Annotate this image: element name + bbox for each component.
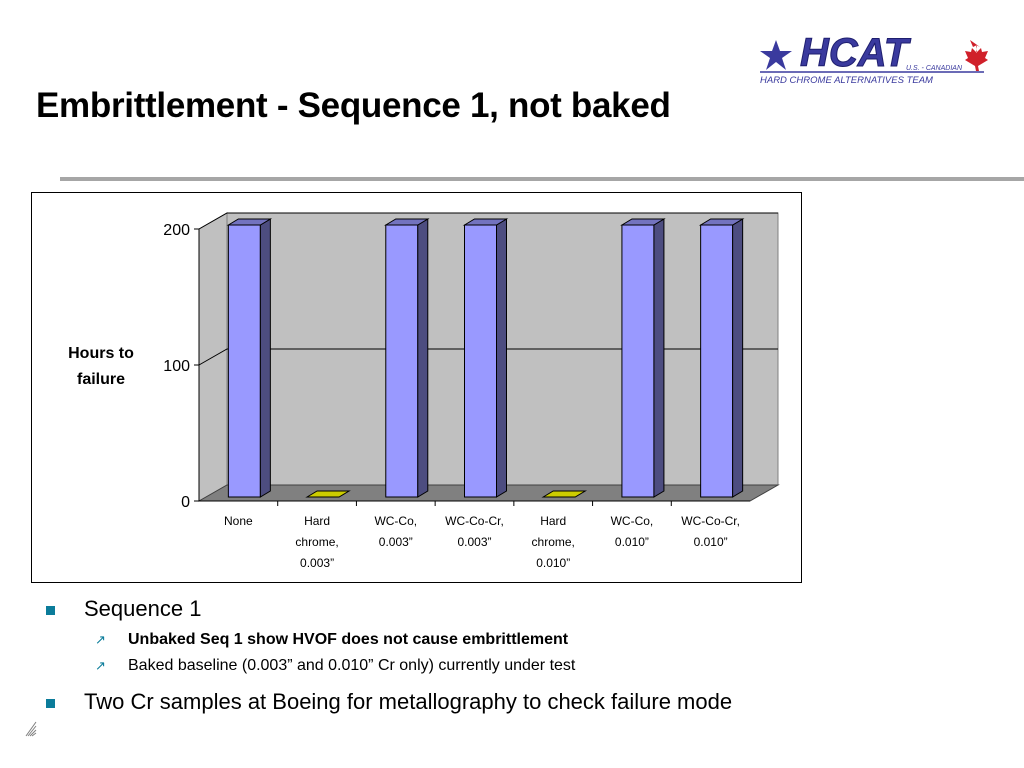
logo-tagline: HARD CHROME ALTERNATIVES TEAM: [760, 75, 933, 86]
bar: [386, 219, 428, 497]
x-tick-label: 0.010”: [536, 556, 571, 570]
y-tick-label: 100: [163, 358, 190, 375]
bullet-marker: [46, 699, 55, 708]
x-tick-label: WC-Co,: [374, 514, 418, 528]
x-tick-label: 0.010”: [614, 535, 649, 549]
bar-front: [701, 225, 733, 497]
sub-bullet-2: Baked baseline (0.003” and 0.010” Cr only) currently under test: [128, 657, 576, 674]
bar-side: [733, 219, 743, 497]
bullet-marker: [46, 606, 55, 615]
bar-chart: [32, 193, 803, 584]
maple-leaf-icon: [965, 40, 988, 71]
x-tick-label: WC-Co-Cr,: [681, 514, 740, 528]
logo-subtitle: U.S. - CANADIAN: [906, 65, 963, 72]
bar-side: [260, 219, 270, 497]
x-tick-label: WC-Co-Cr,: [445, 514, 504, 528]
sub-bullet-1: Unbaked Seq 1 show HVOF does not cause embrittlement: [128, 631, 569, 648]
bar-front: [228, 225, 260, 497]
x-tick-label: 0.003”: [378, 535, 413, 549]
bar-side: [654, 219, 664, 497]
bar-front: [386, 225, 418, 497]
x-tick-label: 0.003”: [300, 556, 335, 570]
hcat-logo: [756, 24, 992, 88]
arrow-bullet-icon: ↗: [95, 632, 106, 647]
x-tick-label: Hard: [304, 514, 331, 528]
title-divider: [60, 177, 1024, 181]
x-tick-label: chrome,: [531, 535, 575, 549]
slide-title: Embrittlement - Sequence 1, not baked: [36, 86, 671, 125]
bar: [701, 219, 743, 497]
x-tick-label: chrome,: [295, 535, 339, 549]
logo-name: HCAT: [800, 31, 909, 75]
bar-front: [465, 225, 497, 497]
y-tick-label: 200: [163, 222, 190, 239]
x-tick-label: WC-Co,: [610, 514, 654, 528]
x-tick-label: Hard: [540, 514, 567, 528]
slide-corner-icon: [24, 718, 38, 738]
bar: [465, 219, 507, 497]
star-icon: [760, 40, 792, 70]
chart-frame: [31, 192, 802, 583]
x-tick-label: None: [224, 514, 253, 528]
x-tick-label: 0.010”: [693, 535, 728, 549]
arrow-bullet-icon: ↗: [95, 658, 106, 673]
bar-front: [622, 225, 654, 497]
bar-side: [497, 219, 507, 497]
bar: [228, 219, 270, 497]
y-axis-title-line2: failure: [76, 371, 126, 388]
bar-side: [418, 219, 428, 497]
bar: [622, 219, 664, 497]
y-tick-label: 0: [181, 494, 190, 511]
bullet-2: Two Cr samples at Boeing for metallography to check failure mode: [84, 689, 733, 714]
y-axis-title-line1: Hours to: [68, 345, 134, 362]
bullet-1: Sequence 1: [84, 596, 202, 621]
x-tick-label: 0.003”: [457, 535, 492, 549]
